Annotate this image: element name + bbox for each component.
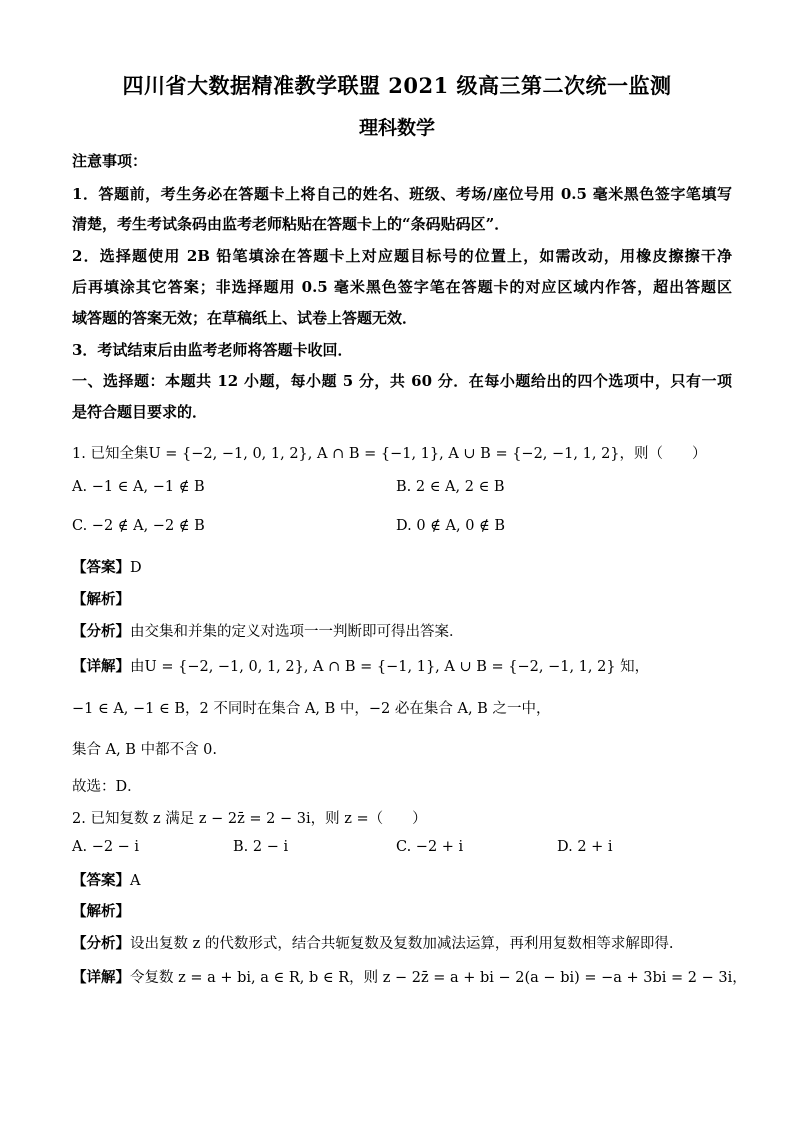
question-2-xiangjie-line-1 <box>72 966 747 987</box>
exam-subject: 理科数学 <box>358 117 435 139</box>
answer-value: D <box>130 560 142 576</box>
question-2-option-b: B. 2 − i <box>233 839 289 855</box>
answer-tag: 【答案】 <box>72 872 130 889</box>
question-2-option-d: D. 2 + i <box>557 839 613 855</box>
section-1-heading-line-1: 一、选择题：本题共 12 小题，每小题 5 分，共 60 分．在每小题给出的四个选项中，只有一项 <box>72 372 732 390</box>
question-2-analysis-tag <box>72 900 732 921</box>
answer-value: A <box>130 873 141 889</box>
notice-item-2-line-1: 2．选择题使用 2B 铅笔填涂在答题卡上对应题目标号的位置上，如需改动，用橡皮擦擦干净 <box>72 247 732 265</box>
answer-tag: 【答案】 <box>72 559 130 576</box>
question-2-fenxi <box>72 932 732 953</box>
xiangjie-tag: 【详解】 <box>72 969 130 986</box>
notice-item-2-line-3: 域答题的答案无效；在草稿纸上、试卷上答题无效． <box>72 309 418 327</box>
question-1-analysis-tag <box>72 588 732 609</box>
question-1-option-a: A. −1 ∈ A, −1 ∉ B <box>72 479 205 495</box>
notice-item-1-line-2: 清楚，考生考试条码由监考老师粘贴在答题卡上的“条码贴码区”． <box>72 215 510 233</box>
question-1-option-c: C. −2 ∉ A, −2 ∉ B <box>72 518 205 534</box>
exam-title: 四川省大数据精准教学联盟 2021 级高三第二次统一监测 <box>122 73 672 98</box>
fenxi-tag: 【分析】 <box>72 935 130 952</box>
notice-heading: 注意事项： <box>72 152 148 170</box>
notice-item-2-line-2: 后再填涂其它答案；非选择题用 0.5 毫米黑色签字笔在答题卡的对应区域内作答，超出答题区 <box>72 278 732 296</box>
question-1-answer <box>72 556 732 577</box>
question-2-answer <box>72 869 732 890</box>
question-1-option-d: D. 0 ∉ A, 0 ∉ B <box>396 518 506 534</box>
fenxi-text: 由交集和并集的定义对选项一一判断即可得出答案． <box>130 624 464 640</box>
question-1-option-b: B. 2 ∈ A, 2 ∈ B <box>396 479 505 495</box>
notice-item-1-line-1: 1．答题前，考生务必在答题卡上将自己的姓名、班级、考场/座位号用 0.5 毫米黑色签字笔填写 <box>72 185 732 203</box>
analysis-tag: 【解析】 <box>72 903 130 920</box>
xiangjie-text-1: 令复数 z = a + bi, a ∈ R, b ∈ R，则 z − 2z̄ = a + bi − 2(a − bi) = −a + 3bi = 2 − 3i， <box>130 970 747 986</box>
fenxi-tag: 【分析】 <box>72 623 130 640</box>
notice-item-3: 3．考试结束后由监考老师将答题卡收回． <box>72 341 353 359</box>
question-2-option-a: A. −2 − i <box>72 839 140 855</box>
question-1-xiangjie-line-2: −1 ∈ A, −1 ∈ B，2 不同时在集合 A, B 中，−2 必在集合 A, B 之一中， <box>72 701 551 717</box>
question-1-stem: 1. 已知全集U = {−2, −1, 0, 1, 2}, A ∩ B = {−1, 1}, A ∪ B = {−2, −1, 1, 2}，则（ ） <box>72 446 707 462</box>
question-1-xiangjie-line-3: 集合 A, B 中都不含 0. <box>72 742 218 758</box>
analysis-tag: 【解析】 <box>72 591 130 608</box>
xiangjie-tag: 【详解】 <box>72 658 130 675</box>
section-1-heading-line-2: 是符合题目要求的． <box>72 403 208 421</box>
question-1-conclusion: 故选：D． <box>72 779 142 795</box>
question-2-option-c: C. −2 + i <box>396 839 464 855</box>
fenxi-text: 设出复数 z 的代数形式，结合共轭复数及复数加减法运算，再利用复数相等求解即得. <box>130 936 674 952</box>
question-1-fenxi <box>72 620 732 641</box>
xiangjie-text-1: 由U = {−2, −1, 0, 1, 2}, A ∩ B = {−1, 1}, A ∪ B = {−2, −1, 1, 2} 知， <box>130 659 650 675</box>
question-1-xiangjie-line-1 <box>72 655 732 676</box>
question-2-stem: 2. 已知复数 z 满足 z − 2z̄ = 2 − 3i，则 z =（ ） <box>72 811 427 827</box>
